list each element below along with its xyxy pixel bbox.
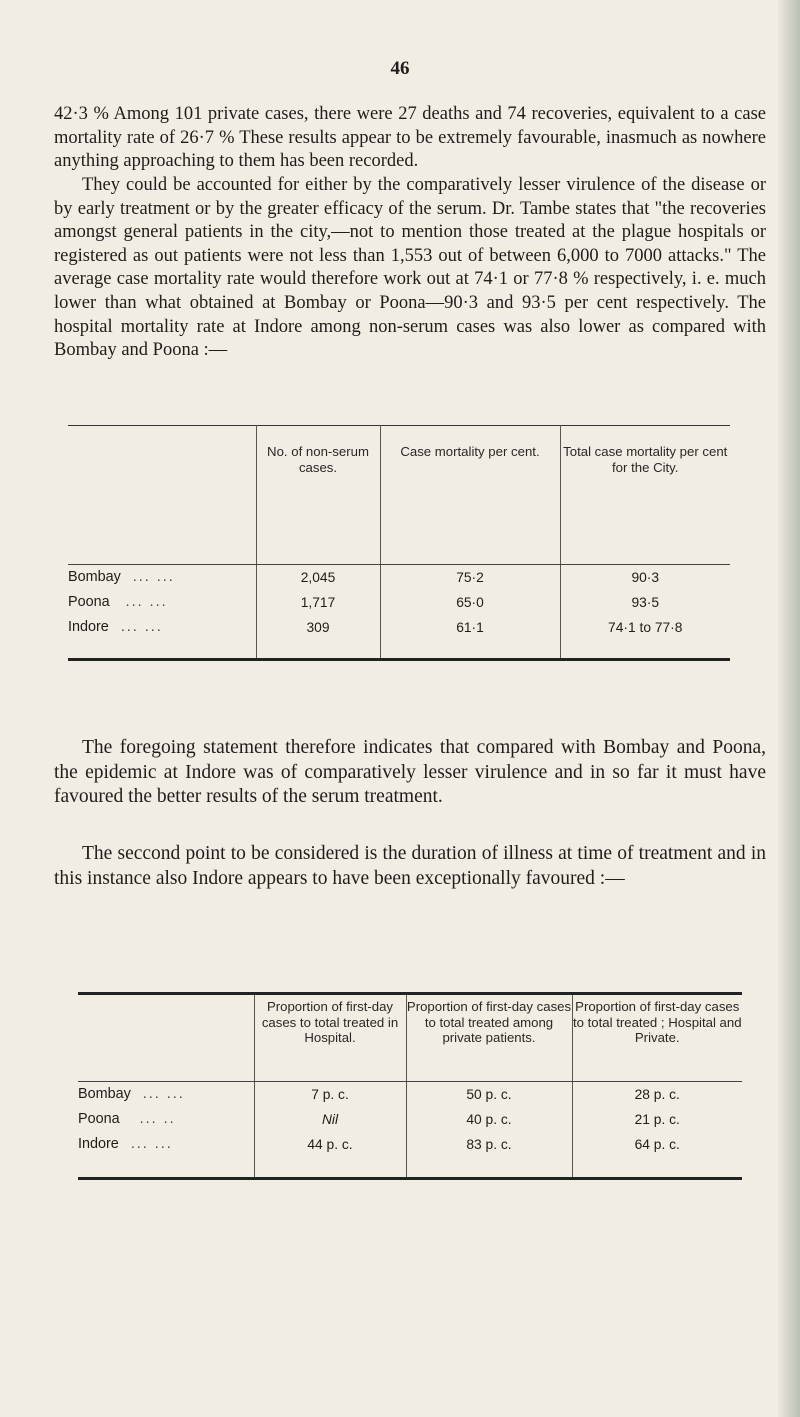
- place-name: Bombay: [78, 1086, 131, 1102]
- cell-total-indore: 74·1 to 77·8: [608, 620, 683, 635]
- place-name: Poona: [68, 594, 110, 610]
- table-header-row: [68, 426, 730, 565]
- row-label-poona: [78, 1107, 254, 1132]
- leader-dots: ... ..: [139, 1111, 176, 1127]
- cell-mortality-poona: 65·0: [456, 595, 484, 610]
- row-label-bombay: [78, 1082, 254, 1107]
- cell-combined-poona: 21 p. c.: [634, 1112, 680, 1127]
- cell-mortality-indore: 61·1: [456, 620, 484, 635]
- place-name: Poona: [78, 1111, 120, 1127]
- paragraph-second-point: The seccond point to be considered is the duration of illness at time of treatment and in this instance also Indore appears to have been exceptionally favoured :—: [54, 843, 766, 889]
- row-label-indore: [68, 615, 256, 640]
- row-label-bombay: [68, 565, 256, 590]
- cell-total-poona: 93·5: [631, 595, 660, 610]
- leader-dots: ... ...: [120, 619, 163, 635]
- header-combined-proportion: Proportion of first-day cases to total treated ; Hospital and Private.: [572, 994, 742, 1082]
- cell-cases-poona: 1,717: [300, 595, 336, 610]
- first-day-cases-table: [78, 992, 742, 1180]
- header-private-proportion: Proportion of first-day cases to total treated among private patients.: [406, 994, 572, 1082]
- page-number: 46: [390, 58, 410, 79]
- non-serum-mortality-table: [68, 425, 730, 661]
- cell-hospital-poona: Nil: [321, 1112, 339, 1127]
- header-non-serum-cases: No. of non-serum cases.: [256, 426, 380, 565]
- leader-dots: ... ...: [142, 1086, 185, 1102]
- cell-private-poona: 40 p. c.: [466, 1112, 512, 1127]
- leader-dots: ... ...: [130, 1136, 173, 1152]
- cell-private-bombay: 50 p. c.: [466, 1087, 512, 1102]
- paragraph-foregoing-statement: The foregoing statement therefore indicates that compared with Bombay and Poona, the epidemic at Indore was of comparatively lesser virulence and in so far it must have favoured the better results of the serum treatment.: [54, 737, 766, 807]
- place-name: Indore: [78, 1136, 119, 1152]
- cell-hospital-indore: 44 p. c.: [307, 1137, 353, 1152]
- header-case-mortality: Case mortality per cent.: [380, 426, 560, 565]
- paragraph-mortality-results: 42·3 % Among 101 private cases, there were 27 deaths and 74 recoveries, equivalent to a case mortality rate of 26·7 % These results appear to be extremely favourable, inasmuch as nowhere anything approaching to them has been recorded.: [54, 104, 766, 172]
- cell-private-indore: 83 p. c.: [466, 1137, 512, 1152]
- cell-combined-bombay: 28 p. c.: [634, 1087, 680, 1102]
- table-body: [78, 1082, 742, 1179]
- place-name: Indore: [68, 619, 109, 635]
- cell-combined-indore: 64 p. c.: [634, 1137, 680, 1152]
- cell-hospital-bombay: 7 p. c.: [311, 1087, 349, 1102]
- table-body: [68, 565, 730, 660]
- cell-total-bombay: 90·3: [631, 570, 660, 585]
- row-label-indore: [78, 1132, 254, 1157]
- table-header-row: [78, 994, 742, 1082]
- leader-dots: ... ...: [125, 594, 168, 610]
- place-name: Bombay: [68, 569, 121, 585]
- header-total-mortality: Total case mortality per cent for the City.: [560, 426, 730, 565]
- cell-mortality-bombay: 75·2: [456, 570, 484, 585]
- cell-cases-indore: 309: [306, 620, 330, 635]
- header-blank-cell: [78, 994, 254, 1082]
- header-blank-cell: [68, 426, 256, 565]
- paragraph-explanation: They could be accounted for either by the comparatively lesser virulence of the disease or by early treatment or by the greater efficacy of the serum. Dr. Tambe states that "the recoveries amongst general patients in the city,—not to mention those treated at the plague hospitals or registered as out patients were not less than 1,553 out of between 6,000 to 7000 attacks." The average case mortality rate would therefore work out at 74·1 or 77·8 % respectively, i. e. much lower than what obtained at Bombay or Poona—90·3 and 93·5 per cent respectively. The hospital mortality rate at Indore among non-serum cases was also lower as compared with Bombay and Poona :—: [54, 175, 766, 361]
- leader-dots: ... ...: [132, 569, 175, 585]
- row-label-poona: [68, 590, 256, 615]
- header-hospital-proportion: Proportion of first-day cases to total treated in Hospital.: [254, 994, 406, 1082]
- cell-cases-bombay: 2,045: [300, 570, 336, 585]
- page-edge-shadow: [778, 0, 800, 1417]
